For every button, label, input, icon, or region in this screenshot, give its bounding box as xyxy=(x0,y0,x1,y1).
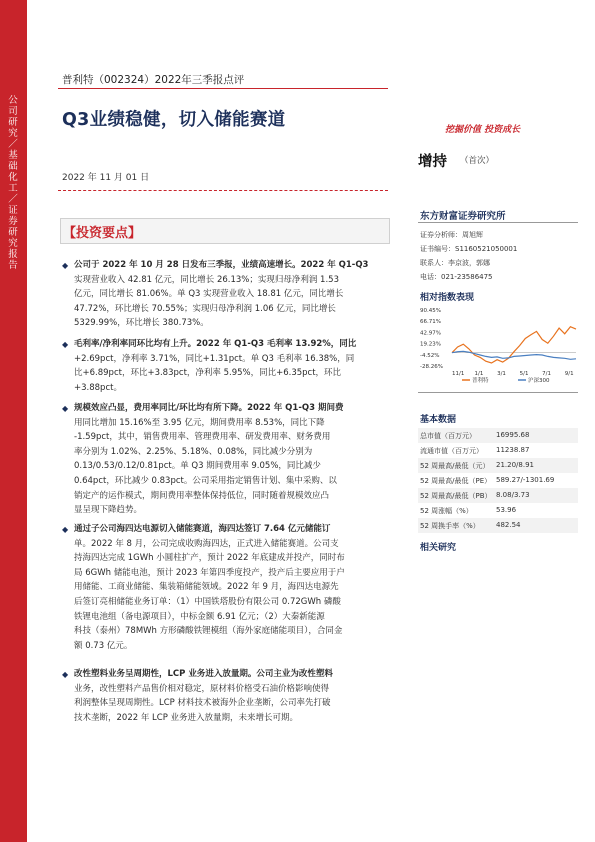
basic-data-value: 21.20/8.91 xyxy=(496,461,534,469)
basic-data-value: 589.27/-1301.69 xyxy=(496,476,555,484)
basic-data-key: 52 周最高/最低（PB） xyxy=(420,492,492,500)
bullet-icon: ◆ xyxy=(62,340,69,349)
bullet-icon: ◆ xyxy=(62,404,69,413)
page-title: Q3业绩稳健，切入储能赛道 xyxy=(62,110,286,130)
x-tick-label: 11/1 xyxy=(452,371,465,377)
contact-person: 联系人：李京波，郭娜 xyxy=(420,259,490,267)
slogan: 挖掘价值 投资成长 xyxy=(445,125,521,135)
bullet-icon: ◆ xyxy=(62,670,69,679)
basic-data-key: 总市值（百万元） xyxy=(420,432,476,440)
point-2-line: 比+6.89pct，环比+3.83pct，净利率 5.95%，同比+6.35pct，环比 xyxy=(74,368,342,379)
x-tick-label: 1/1 xyxy=(474,371,484,377)
point-3-line: 0.13/0.53/0.12/0.81pct。单 Q3 期间费用率 9.05%，同比减少 xyxy=(74,461,321,472)
legend-label: 普利特 xyxy=(472,378,489,384)
x-tick-label: 3/1 xyxy=(497,371,506,377)
y-tick-label: -28.26% xyxy=(420,364,443,370)
point-1-line: 47.72%，环比增长 70.55%；实现归母净利润 1.06 亿元，同比增长 xyxy=(74,303,336,314)
basic-data-row xyxy=(418,458,578,473)
analyst-name: 证券分析师：周旭辉 xyxy=(420,231,483,239)
basic-data-row xyxy=(418,443,578,458)
report-subtitle: 普利特（002324）2022年三季报点评 xyxy=(62,74,245,86)
basic-data-value: 16995.68 xyxy=(496,431,530,439)
point-5-line: 业务，改性塑料产品售价相对稳定，原材料价格受石油价格影响使得 xyxy=(74,683,330,694)
point-2-line: 毛利率/净利率同环比均有上升。2022 年 Q1-Q3 毛利率 13.92%，同比 xyxy=(74,339,357,349)
point-3-line: -1.59pct，其中，销售费用率、管理费用率、研发费用率、财务费用 xyxy=(74,432,331,443)
rating-label: 增持 xyxy=(418,154,447,170)
point-4-line: 额 0.73 亿元。 xyxy=(74,640,133,651)
related-research-title: 相关研究 xyxy=(420,543,457,553)
y-tick-label: 66.71% xyxy=(420,319,441,326)
basic-data-key: 52 周最高/最低（元） xyxy=(420,462,490,470)
point-4-line: 用储能、工商业储能、集装箱储能领域。2022 年 9 月，海四达电源先 xyxy=(74,582,339,593)
sidebar-label: 公司研究／基础化工／证券研究报告 xyxy=(8,95,18,271)
point-4-line: 局 6GWh 储能电池，预计 2023 年第四季度投产，投产后主要应用于户 xyxy=(74,567,345,578)
basic-data-key: 流通市值（百万元） xyxy=(420,447,483,455)
point-4-line: 持海四达完成 1GWh 小圆柱扩产，预计 2022 年底建成并投产，同时布 xyxy=(74,553,345,564)
point-1-line: 亿元，同比增长 81.06%。单 Q3 实现营业收入 18.81 亿元，同比增长 xyxy=(74,289,344,300)
point-3-line: 用同比增加 15.16%至 3.95 亿元，期间费用率 8.53%，同比下降 xyxy=(74,417,325,428)
basic-data-row xyxy=(418,518,578,533)
x-tick-label: 5/1 xyxy=(519,371,529,377)
basic-data-value: 11238.87 xyxy=(496,446,530,454)
chart-title: 相对指数表现 xyxy=(420,293,475,303)
basic-data-key: 52 周最高/最低（PE） xyxy=(420,477,492,485)
rating-note: （首次） xyxy=(460,156,495,166)
basic-data-value: 482.54 xyxy=(496,521,521,529)
point-1-line: 公司于 2022 年 10 月 28 日发布三季报，业绩高速增长。2022 年 Q1-Q3 xyxy=(74,260,369,270)
basic-data-row xyxy=(418,488,578,503)
y-tick-label: 90.45% xyxy=(420,308,441,314)
analyst-cert: 证书编号：S1160521050001 xyxy=(420,245,518,253)
basic-data-key: 52 周涨幅（%） xyxy=(420,507,473,515)
point-4-line: 铁锂电池组（备电源项目），中标金额 6.91 亿元；（2）大秦新能源 xyxy=(74,611,325,622)
bullet-icon: ◆ xyxy=(62,525,69,534)
point-4-line: 科技（泰州）78MWh 方形磷酸铁锂模组（海外家庭储能项目），合同金 xyxy=(74,626,343,637)
x-tick-label: 9/1 xyxy=(564,371,574,377)
point-3-line: 率分别为 1.02%、2.25%、5.18%、0.08%，同比减少分别为 xyxy=(74,446,313,457)
point-1-line: 5329.99%，环比增长 380.73%。 xyxy=(74,318,209,329)
basic-data-value: 53.96 xyxy=(496,506,517,514)
basic-data-row xyxy=(418,428,578,443)
y-tick-label: -4.52% xyxy=(420,352,440,359)
point-3-line: 0.64pct，环比减少 0.83pct。公司采用指定销售计划、集中采购、以 xyxy=(74,476,337,486)
chart-divider xyxy=(418,392,578,393)
point-4-line: 单。2022 年 8 月，公司完成收购海四达，正式进入储能赛道。公司支 xyxy=(74,538,339,549)
point-1-line: 实现营业收入 42.81 亿元，同比增长 26.13%；实现归母净利润 1.53 xyxy=(74,274,339,285)
bullet-icon: ◆ xyxy=(62,261,69,270)
basic-data-row xyxy=(418,473,578,488)
point-5-line: 技术垄断，2022 年 LCP 业务进入放量期，未来增长可期。 xyxy=(74,712,299,723)
x-tick-label: 7/1 xyxy=(542,371,552,377)
basic-data-title: 基本数据 xyxy=(420,415,457,425)
point-3-line: 规模效应凸显，费用率同比/环比均有所下降。2022 年 Q1-Q3 期间费 xyxy=(74,403,344,413)
point-4-line: 后签订亮相储能业务订单：（1）中国铁塔股份有限公司 0.72GWh 磷酸 xyxy=(74,597,341,607)
header-divider xyxy=(58,88,388,89)
section-title: 【投资要点】 xyxy=(63,226,142,241)
point-5-line: 改性塑料业务呈周期性，LCP 业务进入放量期。公司主业为改性塑料 xyxy=(74,669,333,679)
dashed-divider xyxy=(58,190,388,191)
point-5-line: 利润整体呈现周期性。LCP 材料技术被海外企业垄断，公司率先打破 xyxy=(74,698,331,709)
basic-data-key: 52 周换手率（%） xyxy=(420,522,480,530)
y-tick-label: 42.97% xyxy=(420,330,441,337)
research-institute: 东方财富证券研究所 xyxy=(420,211,506,222)
org-divider xyxy=(418,222,578,223)
basic-data-row xyxy=(418,503,578,518)
phone: 电话：021-23586475 xyxy=(420,273,493,281)
point-3-line: 显呈现下降趋势。 xyxy=(74,505,143,516)
point-3-line: 销定产的运作模式，期间费用率整体保持低位，同时随着规模效应凸 xyxy=(74,490,330,501)
relative-index-chart xyxy=(418,304,580,386)
basic-data-value: 8.08/3.73 xyxy=(496,491,530,499)
point-4-line: 通过子公司海四达电源切入储能赛道，海四达签订 7.64 亿元储能订 xyxy=(74,524,331,534)
report-date: 2022 年 11 月 01 日 xyxy=(62,173,150,183)
legend-label: 沪深300 xyxy=(528,378,550,384)
point-2-line: +3.88pct。 xyxy=(74,382,122,393)
y-tick-label: 19.23% xyxy=(420,341,441,348)
point-2-line: +2.69pct，净利率 3.71%，同比+1.31pct。单 Q3 毛利率 16.38%，同 xyxy=(74,353,355,364)
